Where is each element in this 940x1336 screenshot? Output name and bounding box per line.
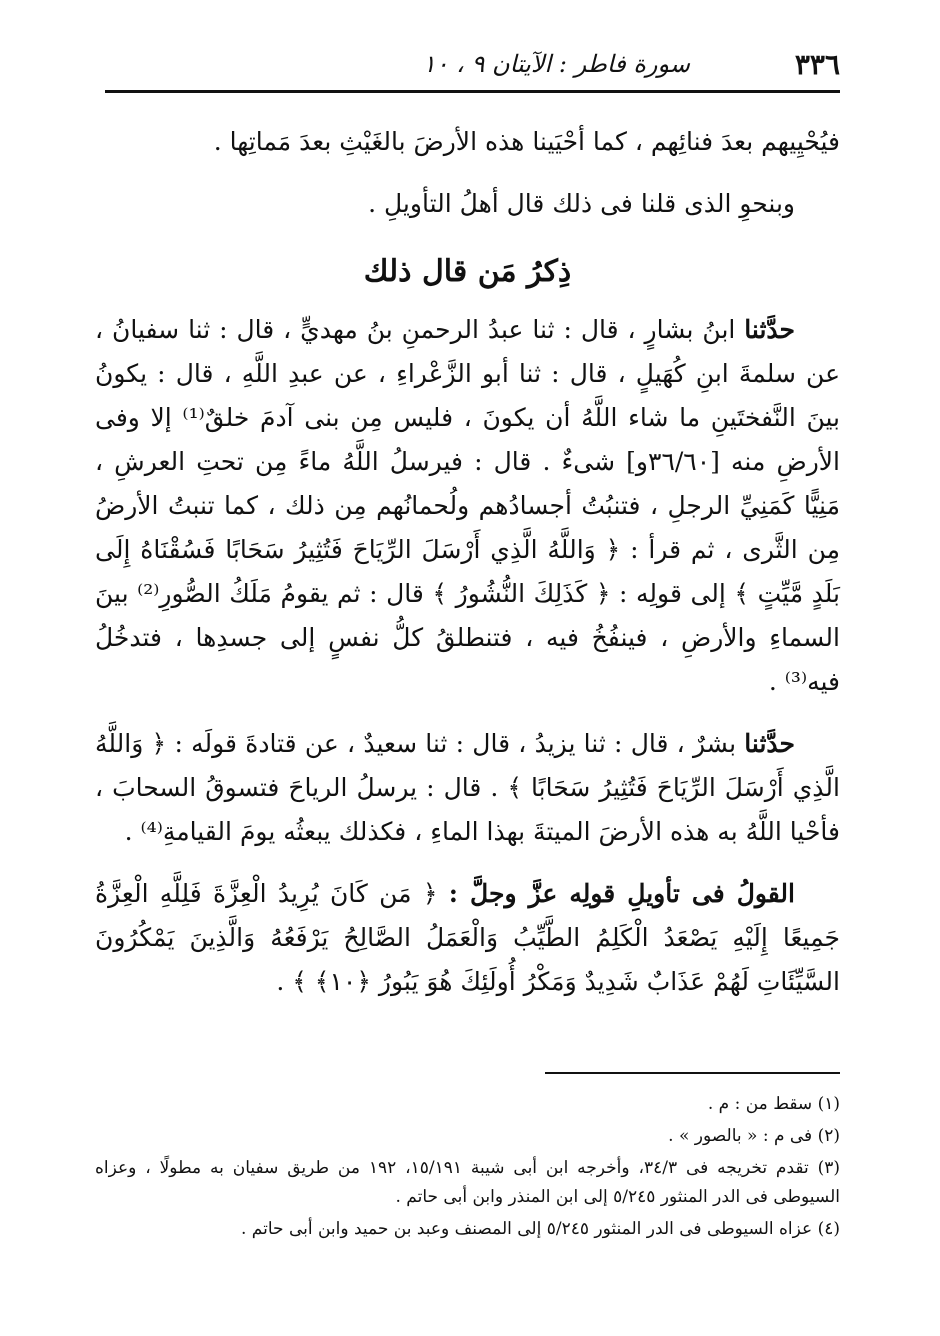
main-text <box>95 120 840 1004</box>
paragraph-lead: حدَّثنا <box>744 729 795 758</box>
running-head: سورة فاطر : الآيتان ٩ ، ١٠ <box>422 50 690 78</box>
paragraph-text: ابنُ بشارٍ ، قال : ثنا عبدُ الرحمنِ بنُ مهديٍّ ، قال : ثنا سفيانُ ، عن سلمةَ ابنِ كُهَيلٍ ، قال : ثنا أبو الزَّعْراءِ ، عن عبدِ اللَّهِ ، قال : يكونُ بينَ النَّفختَينِ ما شاء اللَّهُ أن يكونَ ، فليس مِن بنى آدمَ خلقٌ⁽¹⁾ إلا وفى الأرضِ منه [٣٦/٦٠و] شىءٌ . قال : فيرسلُ اللَّهُ ماءً مِن تحتِ العرشِ ، مَنِيًّا كَمَنِيِّ الرجلِ ، فتنبُتُ أجسادُهم ولُحمانُهم مِن ذلك ، كما تنبتُ الأرضُ مِن الثَّرى ، ثم قرأ : ﴿ وَاللَّهُ الَّذِي أَرْسَلَ الرِّيَاحَ فَتُثِيرُ سَحَابًا فَسُقْنَاهُ إِلَى بَلَدٍ مَّيِّتٍ ﴾ إلى قولِه : ﴿ كَذَلِكَ النُّشُورُ ﴾ قال : ثم يقومُ مَلَكُ الصُّورِ⁽²⁾ بينَ السماءِ والأرضِ ، فينفُخُ فيه ، فتنطلقُ كلُّ نفسٍ إلى جسدِها ، فتدخُلُ فيه⁽³⁾ . <box>95 315 840 696</box>
paragraph-hadith-1 <box>95 308 840 704</box>
footnote-rule <box>545 1072 840 1074</box>
page-number: ٣٣٦ <box>794 48 840 81</box>
paragraph-text: بشرٌ ، قال : ثنا يزيدُ ، قال : ثنا سعيدٌ ، عن قتادةَ قولَه : ﴿ وَاللَّهُ الَّذِي أَرْسَلَ الرِّيَاحَ فَتُثِيرُ سَحَابًا ﴾ . قال : يرسلُ الرياحَ فتسوقُ السحابَ ، فأحْيا اللَّهُ به هذه الأرضَ الميتةَ بهذا الماءِ ، فكذلك يبعثُه يومَ القيامةِ⁽⁴⁾ . <box>95 729 840 846</box>
paragraph-lead: القولُ فى تأويلِ قولِه عزَّ وجلَّ : <box>448 879 795 908</box>
paragraph-text: ﴿ مَن كَانَ يُرِيدُ الْعِزَّةَ فَلِلَّهِ الْعِزَّةُ جَمِيعًا إِلَيْهِ يَصْعَدُ الْكَلِمُ الطَّيِّبُ وَالْعَمَلُ الصَّالِحُ يَرْفَعُهُ وَالَّذِينَ يَمْكُرُونَ السَّيِّئَاتِ لَهُمْ عَذَابٌ شَدِيدٌ وَمَكْرُ أُولَئِكَ هُوَ يَبُورُ ﴿١٠﴾ ﴾ . <box>95 879 840 996</box>
paragraph-hadith-2 <box>95 722 840 854</box>
paragraph-2: وبنحوِ الذى قلنا فى ذلك قال أهلُ التأويلِ . <box>368 189 795 218</box>
page-header <box>105 40 840 90</box>
section-heading: ذِكرُ مَن قال ذلك <box>363 254 572 289</box>
footnote-4: (٤) عزاه السيوطى فى الدر المنثور ٥/٢٤٥ إلى المصنف وعبد بن حميد وابن أبى حاتم . <box>241 1219 840 1239</box>
footnote-2: (٢) فى م : « بالصور » . <box>668 1126 840 1146</box>
paragraph-lead: حدَّثنا <box>744 315 795 344</box>
footnote-3: (٣) تقدم تخريجه فى ٣٤/٣، وأخرجه ابن أبى شيبة ١٥/١٩١، ١٩٢ من طريق سفيان به مطولًا ، وعزاه السيوطى فى الدر المنثور ٥/٢٤٥ إلى ابن المنذر وابن أبى حاتم . <box>95 1158 841 1207</box>
header-rule <box>105 90 840 93</box>
footnote-1: (١) سقط من : م . <box>707 1094 840 1114</box>
paragraph-tafsir <box>95 872 840 1004</box>
paragraph-1: فيُحْيِيهم بعدَ فنائِهم ، كما أحْيَينا هذه الأرضَ بالغَيْثِ بعدَ مَماتِها . <box>213 127 840 156</box>
footnotes <box>95 1090 840 1247</box>
